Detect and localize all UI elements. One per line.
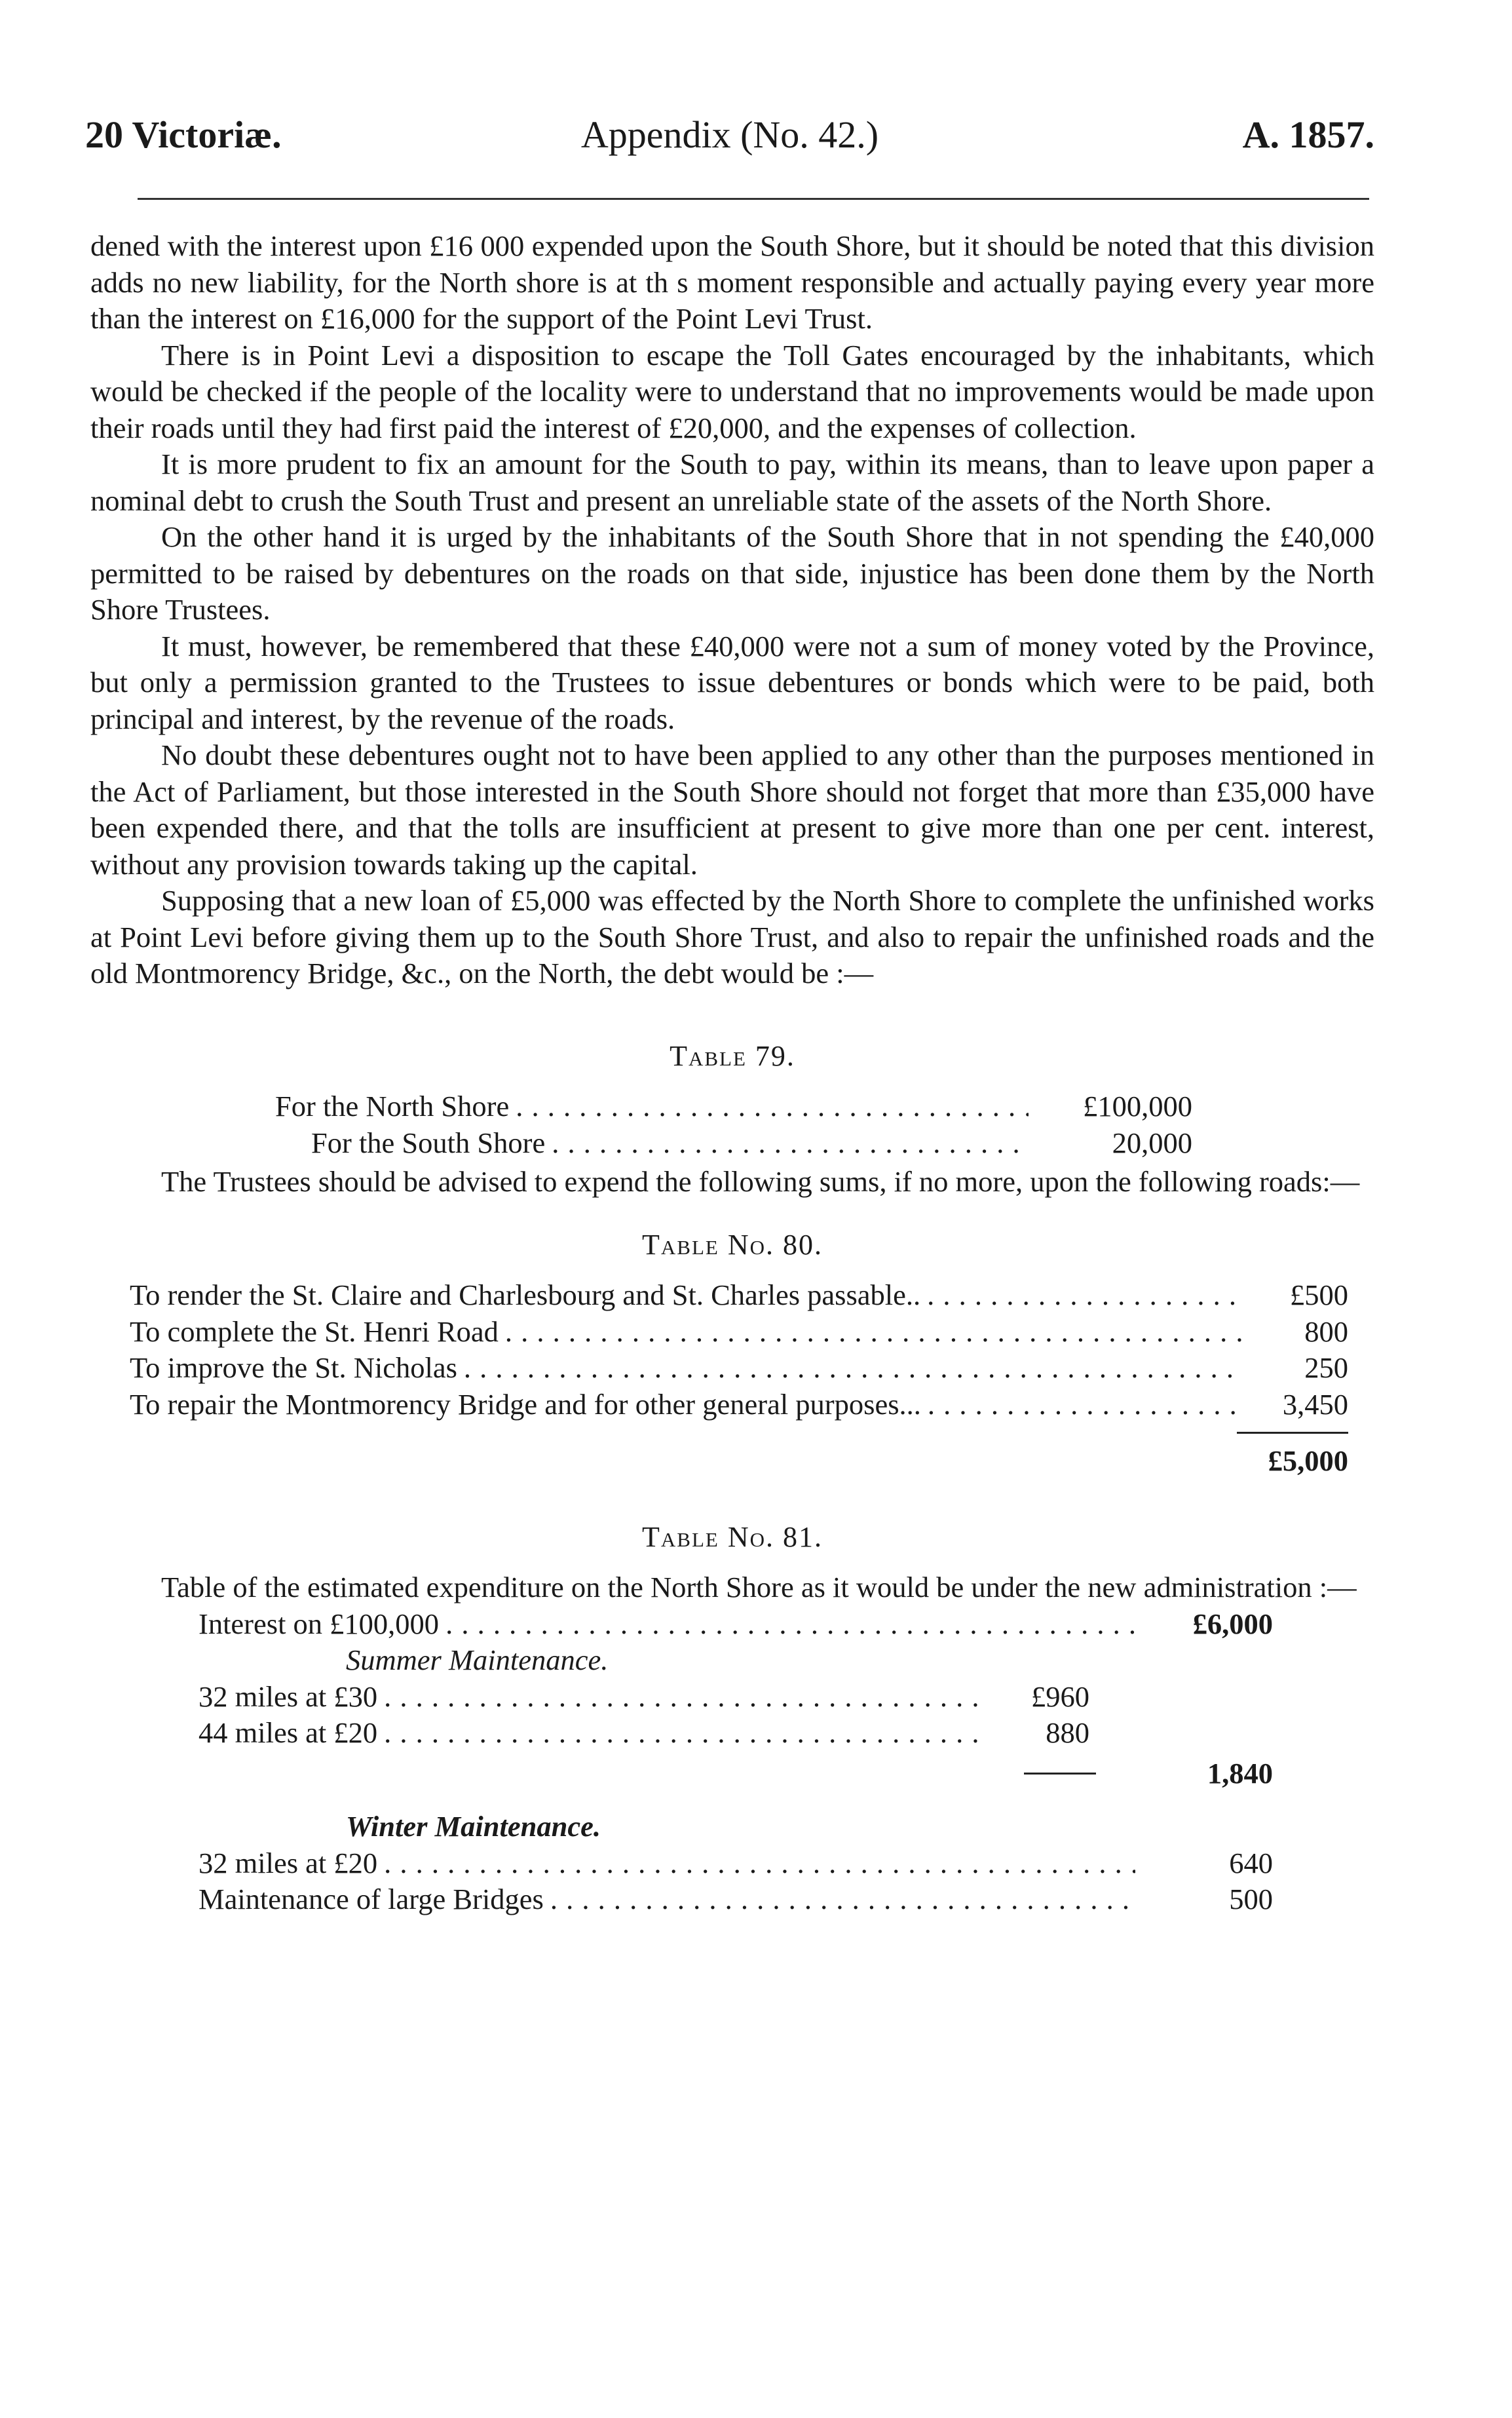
row-label: For the North Shore xyxy=(275,1090,510,1123)
paragraph: It is more prudent to fix an amount for the South to pay, within its means, than to leave upon paper a nominal debt to crush the South Trust and present an unreliable state of the assets of the North Shore. xyxy=(90,448,1374,517)
row-label: Maintenance of large Bridges xyxy=(198,1883,544,1915)
table-row xyxy=(130,1387,1348,1423)
table-81-title: Table No. 81. xyxy=(642,1520,823,1553)
table-80 xyxy=(130,1277,1348,1480)
header-year: A. 1857. xyxy=(1242,113,1374,156)
paragraph: There is in Point Levi a disposition to escape the Toll Gates encouraged by the inhabitants, which would be checked if the people of the locality were to understand that no improvements would be made upon their roads until they had first paid the interest of £20,000, and the expenses of collection. xyxy=(90,338,1374,444)
row-label: To complete the St. Henri Road xyxy=(130,1315,499,1348)
table-row xyxy=(198,1845,1273,1882)
table-80-total-row xyxy=(130,1432,1348,1480)
row-amount: 500 xyxy=(1229,1883,1273,1915)
winter-heading: Winter Maintenance. xyxy=(346,1810,601,1843)
leader-dots xyxy=(384,1679,985,1716)
paragraph: Supposing that a new loan of £5,000 was effected by the North Shore to complete the unfinished works at Point Levi before giving them up to the South Shore Trust, and also to repair the unfinished roads and the old Montmorency Bridge, &c., on the North, the debt would be :— xyxy=(90,884,1374,989)
table-79 xyxy=(275,1088,1192,1161)
table-row xyxy=(130,1350,1348,1387)
leader-dots xyxy=(384,1715,985,1752)
header-session: 20 Victoriæ. xyxy=(85,113,282,156)
summer-total-dash xyxy=(1024,1773,1096,1775)
table-81-intro: Table of the estimated expenditure on the North Shore as it would be under the new administration :— xyxy=(161,1571,1357,1603)
leader-dots xyxy=(464,1350,1243,1387)
page-body xyxy=(90,228,1374,1918)
row-amount: £100,000 xyxy=(1083,1090,1192,1123)
paragraph: No doubt these debentures ought not to have been applied to any other than the purposes mentioned in the Act of Parliament, but those interested in the South Shore should not forget that more than £35,000 have been expended there, and that the tolls are insufficient at present to give more than one per cent. interest, without any provision towards taking up the capital. xyxy=(90,739,1374,881)
row-label: To improve the St. Nicholas xyxy=(130,1351,457,1384)
row-amount: 640 xyxy=(1229,1846,1273,1879)
leader-dots xyxy=(927,1277,1243,1314)
row-amount: 250 xyxy=(1304,1351,1348,1384)
summer-heading: Summer Maintenance. xyxy=(346,1643,609,1676)
row-amount: 20,000 xyxy=(1112,1126,1192,1159)
header-appendix: Appendix (No. 42.) xyxy=(580,113,879,156)
row-amount: £960 xyxy=(1031,1679,1089,1713)
paragraph: It must, however, be remembered that these £40,000 were not a sum of money voted by the Province, but only a permission granted to the Trustees to issue debentures or bonds which were to be paid, both principal and interest, by the revenue of the roads. xyxy=(90,629,1374,735)
header-rule xyxy=(138,198,1369,200)
paragraph: On the other hand it is urged by the inhabitants of the South Shore that in not spending the £40,000 permitted to be raised by debentures on the roads on that side, injustice has been done them by the North Shore Trustees. xyxy=(90,520,1374,626)
table-row xyxy=(198,1679,1089,1716)
row-label: To repair the Montmorency Bridge and for other general purposes... xyxy=(130,1387,921,1421)
leader-dots xyxy=(445,1606,1135,1643)
row-amount: 800 xyxy=(1304,1315,1348,1348)
leader-dots xyxy=(505,1314,1243,1351)
leader-dots xyxy=(384,1845,1135,1882)
leader-dots xyxy=(928,1387,1243,1423)
row-amount: 880 xyxy=(1046,1716,1089,1749)
summer-total: 1,840 xyxy=(1207,1756,1273,1790)
table-row xyxy=(311,1125,1192,1162)
row-label: Interest on £100,000 xyxy=(198,1607,440,1640)
row-amount: £500 xyxy=(1290,1278,1348,1311)
row-amount: 3,450 xyxy=(1282,1387,1348,1421)
table-row xyxy=(198,1606,1273,1643)
table-80-title: Table No. 80. xyxy=(642,1228,823,1261)
table-81 xyxy=(198,1606,1273,1918)
table-row xyxy=(198,1881,1273,1918)
row-label: 32 miles at £20 xyxy=(198,1846,378,1879)
paragraph: The Trustees should be advised to expend the following sums, if no more, upon the following roads:— xyxy=(161,1165,1360,1198)
row-label: 32 miles at £30 xyxy=(198,1679,378,1713)
table-79-title: Table 79. xyxy=(670,1039,795,1072)
row-label: For the South Shore xyxy=(311,1126,546,1159)
row-label: 44 miles at £20 xyxy=(198,1716,378,1749)
table-80-total: £5,000 xyxy=(1237,1432,1348,1480)
paragraph: dened with the interest upon £16 000 expended upon the South Shore, but it should be noted that this division adds no new liability, for the North shore is at th s moment responsible and actually paying every year more than the interest on £16,000 for the support of the Point Levi Trust. xyxy=(90,229,1374,335)
leader-dots xyxy=(552,1125,1029,1162)
row-label: To render the St. Claire and Charlesbourg and St. Charles passable.. xyxy=(130,1278,921,1311)
leader-dots xyxy=(550,1881,1135,1918)
summer-total-row xyxy=(198,1756,1273,1792)
table-row xyxy=(275,1088,1192,1125)
leader-dots xyxy=(516,1088,1029,1125)
row-amount: £6,000 xyxy=(1192,1607,1273,1640)
page-header xyxy=(85,113,1374,165)
table-row xyxy=(198,1715,1089,1752)
table-row xyxy=(130,1314,1348,1351)
table-row xyxy=(130,1277,1348,1314)
